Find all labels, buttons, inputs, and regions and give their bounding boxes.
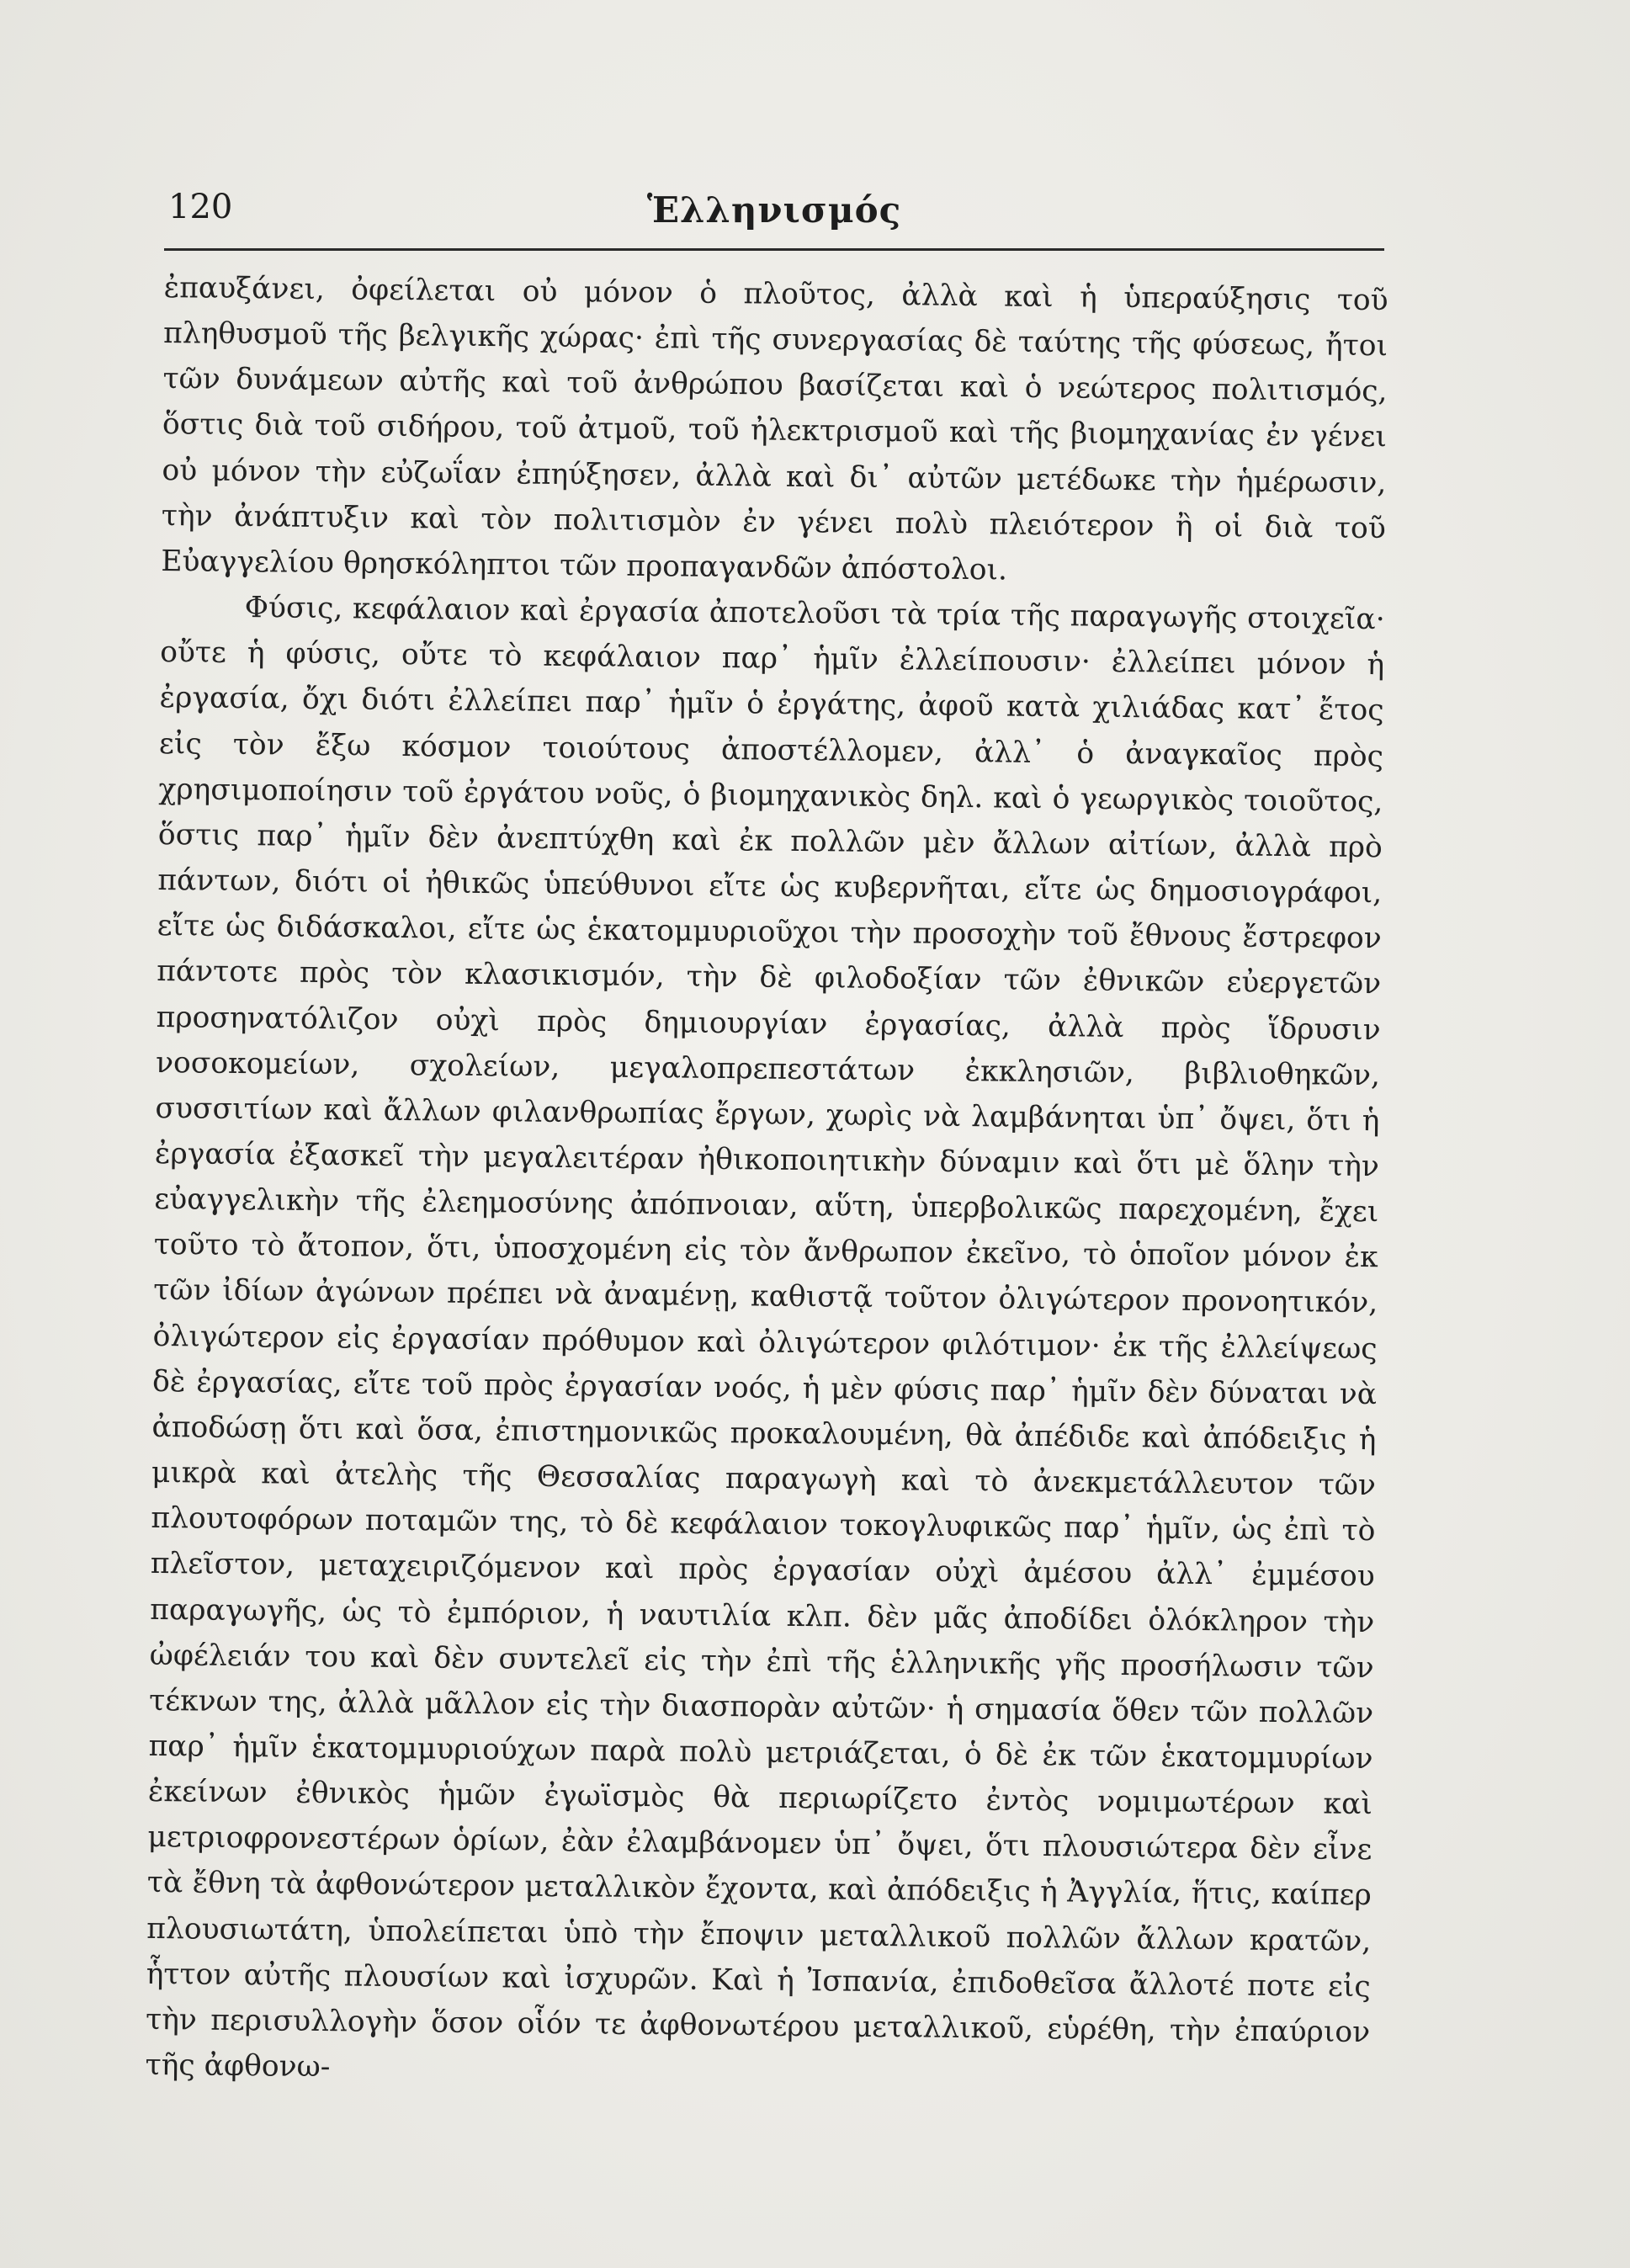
paragraph-2: Φύσις, κεφάλαιον καὶ ἐργασία ἀποτελοῦσι τὰ τρία τῆς παραγωγῆς στοιχεῖα· οὔτε ἡ φύσις, οὔτε τὸ κεφάλαιον παρ᾿ ἡμῖν ἐλλείπουσιν· ἐλλείπει μόνον ἡ ἐργασία, ὄχι διότι ἐλλείπει παρ᾿ ἡμῖν ὁ ἐργάτης, ἀφοῦ κατὰ χιλιάδας κατ᾿ ἔτος εἰς τὸν ἔξω κόσμον τοιούτους ἀποστέλλομεν, ἀλλ᾿ ὁ ἀναγκαῖος πρὸς χρησιμοποίησιν τοῦ ἐργάτου νοῦς, ὁ βιομηχανικὸς δηλ. καὶ ὁ γεωργικὸς τοιοῦτος, ὅστις παρ᾿ ἡμῖν δὲν ἀνεπτύχθη καὶ ἐκ πολλῶν μὲν ἄλλων αἰτίων, ἀλλὰ πρὸ πάντων, διότι οἱ ἠθικῶς ὑπεύθυνοι εἴτε ὡς κυβερνῆται, εἴτε ὡς δημοσιογράφοι, εἴτε ὡς διδάσκαλοι, εἴτε ὡς ἑκατομμυριοῦχοι τὴν προσοχὴν τοῦ ἔθνους ἔστρεφον πάντοτε πρὸς τὸν κλασικισμόν, τὴν δὲ φιλοδοξίαν τῶν ἐθνικῶν εὐεργετῶν προσηνατόλιζον οὐχὶ πρὸς δημιουργίαν ἐργασίας, ἀλλὰ πρὸς ἵδρυσιν νοσοκομείων, σχολείων, μεγαλοπρεπεστάτων ἐκκλησιῶν, βιβλιοθηκῶν, συσσιτίων καὶ ἄλλων φιλανθρωπίας ἔργων, χωρὶς νὰ λαμβάνηται ὑπ᾿ ὄψει, ὅτι ἡ ἐργασία ἐξασκεῖ τὴν μεγαλειτέραν ἠθικοποιητικὴν δύναμιν καὶ ὅτι μὲ ὅλην τὴν εὐαγγελικὴν τῆς ἐλεημοσύνης ἀπόπνοιαν, αὕτη, ὑπερβολικῶς παρεχομένη, ἔχει τοῦτο τὸ ἄτοπον, ὅτι, ὑποσχομένη εἰς τὸν ἄνθρωπον ἐκεῖνο, τὸ ὁποῖον μόνον ἐκ τῶν ἰδίων ἀγώνων πρέπει νὰ ἀναμένῃ, καθιστᾷ τοῦτον ὀλιγώτερον προνοητικόν, ὀλιγώτερον εἰς ἐργασίαν πρόθυμον καὶ ὀλιγώτερον φιλότιμον· ἐκ τῆς ἐλλείψεως δὲ ἐργασίας, εἴτε τοῦ πρὸς ἐργασίαν νοός, ἡ μὲν φύσις παρ᾿ ἡμῖν δὲν δύναται νὰ ἀποδώσῃ ὅτι καὶ ὅσα, ἐπιστημονικῶς προκαλουμένη, θὰ ἀπέδιδε καὶ ἀπόδειξις ἡ μικρὰ καὶ ἀτελὴς τῆς Θεσσαλίας παραγωγὴ καὶ τὸ ἀνεκμετάλλευτον τῶν πλουτοφόρων ποταμῶν της, τὸ δὲ κεφάλαιον τοκογλυφικῶς παρ᾿ ἡμῖν, ὡς ἐπὶ τὸ πλεῖστον, μεταχειριζόμενον καὶ πρὸς ἐργασίαν οὐχὶ ἀμέσου ἀλλ᾿ ἐμμέσου παραγωγῆς, ὡς τὸ ἐμπόριον, ἡ ναυτιλία κλπ. δὲν μᾶς ἀποδίδει ὁλόκληρον τὴν ὠφέλειάν του καὶ δὲν συντελεῖ εἰς τὴν ἐπὶ τῆς ἑλληνικῆς γῆς προσήλωσιν τῶν τέκνων της, ἀλλὰ μᾶλλον εἰς τὴν διασπορὰν αὐτῶν· ἡ σημασία ὅθεν τῶν πολλῶν παρ᾿ ἡμῖν ἑκατομμυριούχων παρὰ πολὺ μετριάζεται, ὁ δὲ ἐκ τῶν ἑκατομμυρίων ἐκείνων ἐθνικὸς ἡμῶν ἐγωϊσμὸς θὰ περιωρίζετο ἐντὸς νομιμωτέρων καὶ μετριοφρονεστέρων ὁρίων, ἐὰν ἐλαμβάνομεν ὑπ᾿ ὄψει, ὅτι πλουσιώτερα δὲν εἶνε τὰ ἔθνη τὰ ἀφθονώτερον μεταλλικὸν ἔχοντα, καὶ ἀπόδειξις ἡ Ἀγγλία, ἥτις, καίπερ πλουσιωτάτη, ὑπολείπεται ὑπὸ τὴν ἔποψιν μεταλλικοῦ πολλῶν ἄλλων κρατῶν, ἧττον αὐτῆς πλουσίων καὶ ἰσχυρῶν. Καὶ ἡ Ἰσπανία, ἐπιδοθεῖσα ἄλλοτέ ποτε εἰς τὴν περισυλλογὴν ὅσον οἷόν τε ἀφθονωτέρου μεταλλικοῦ, εὑρέθη, τὴν ἐπαύριον τῆς ἀφθονω- (145, 591, 1385, 2085)
paragraph-1: ἐπαυξάνει, ὀφείλεται οὐ μόνον ὁ πλοῦτος, ἀλλὰ καὶ ἡ ὑπεραύξησις τοῦ πληθυσμοῦ τῆς βελγικῆς χώρας· ἐπὶ τῆς συνεργασίας δὲ ταύτης τῆς φύσεως, ἤτοι τῶν δυνάμεων αὐτῆς καὶ τοῦ ἀνθρώπου βασίζεται καὶ ὁ νεώτερος πολιτισμός, ὅστις διὰ τοῦ σιδήρου, τοῦ ἀτμοῦ, τοῦ ἠλεκτρισμοῦ καὶ τῆς βιομηχανίας ἐν γένει οὐ μόνον τὴν εὐζωΐαν ἐπηύξησεν, ἀλλὰ καὶ δι᾿ αὐτῶν μετέδωκε τὴν ἡμέρωσιν, τὴν ἀνάπτυξιν καὶ τὸν πολιτισμὸν ἐν γένει πολὺ πλειότερον ἢ οἱ διὰ τοῦ Εὐαγγελίου θρησκόληπτοι τῶν προπαγανδῶν ἀπόστολοι. (161, 270, 1388, 587)
body-text (145, 265, 1388, 2112)
page-number: 120 (168, 188, 233, 226)
page-header (164, 181, 1384, 251)
running-title: Ἑλληνισμός (646, 189, 902, 231)
